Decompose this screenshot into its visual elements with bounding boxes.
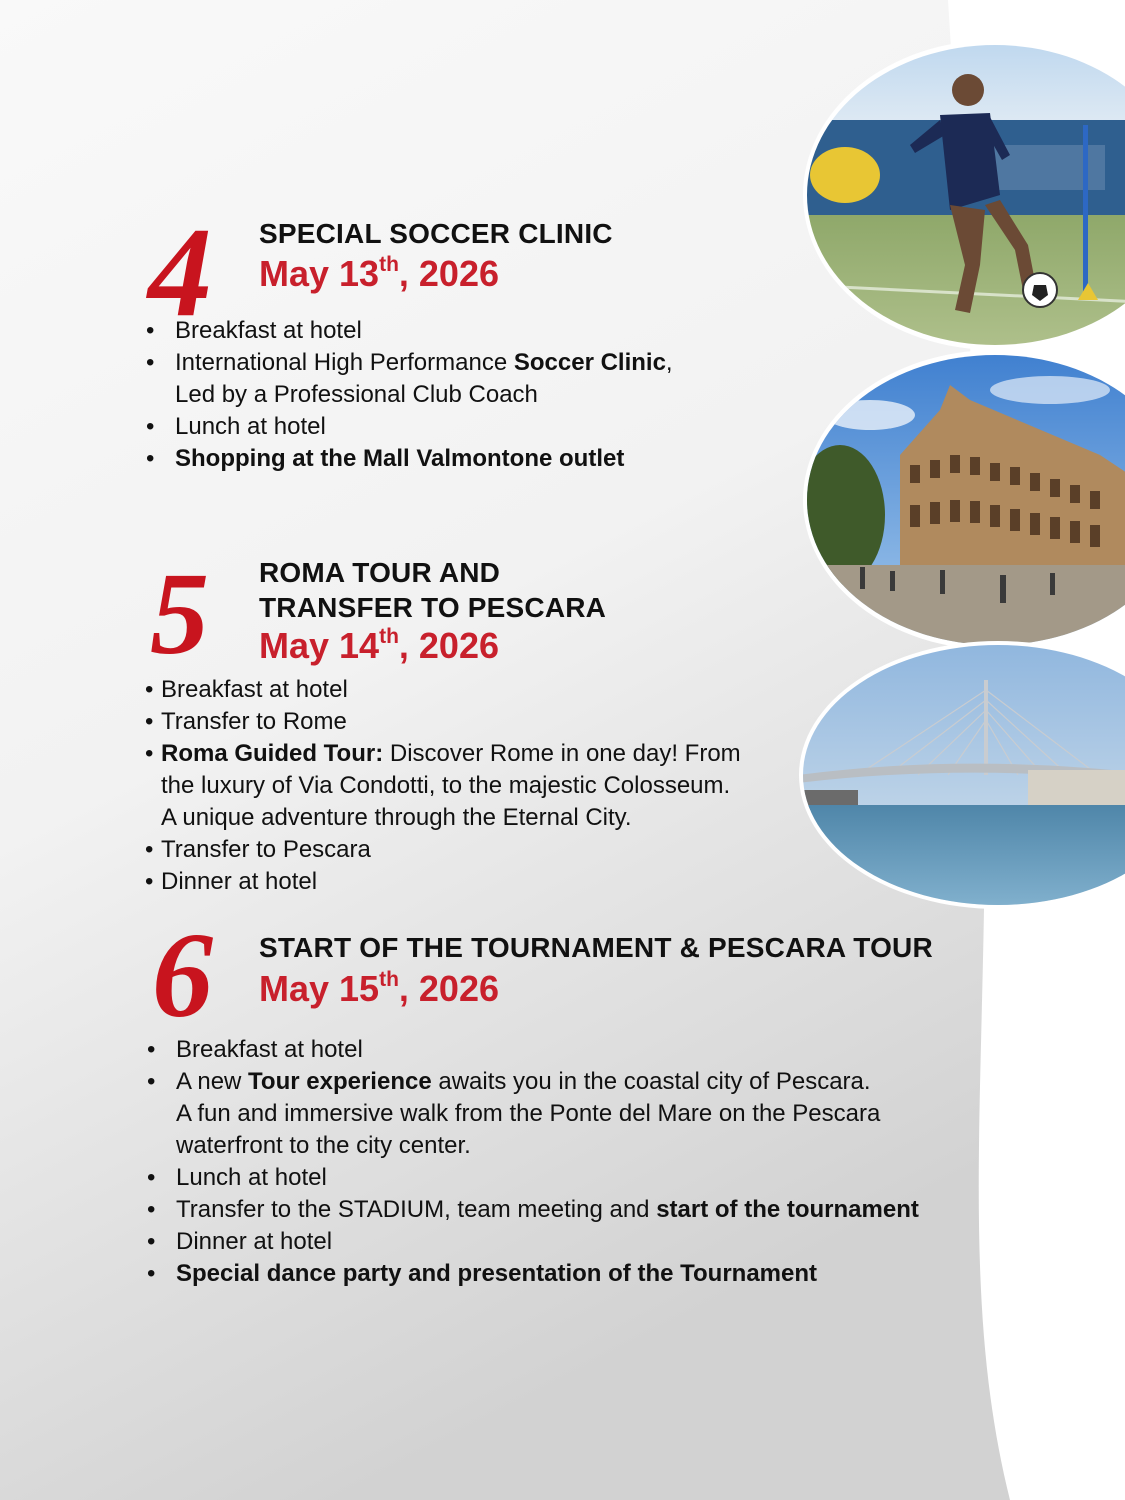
item-text: Discover Rome in one day! From bbox=[383, 740, 741, 767]
item-text: Transfer to the STADIUM, team meeting and bbox=[176, 1196, 657, 1223]
item-line bbox=[161, 802, 741, 834]
item-text: the luxury of Via Condotti, to the majestic Colosseum. bbox=[161, 772, 731, 799]
item-text: Breakfast at hotel bbox=[176, 1036, 363, 1063]
item-text: Lunch at hotel bbox=[176, 1164, 327, 1191]
date-year: , 2026 bbox=[398, 253, 499, 294]
item-line bbox=[175, 347, 673, 379]
list-item bbox=[146, 315, 673, 347]
day-date bbox=[259, 625, 499, 667]
day-date bbox=[259, 253, 499, 295]
item-line bbox=[176, 1066, 919, 1098]
day-4-items bbox=[146, 315, 673, 475]
item-text: Led by a Professional Club Coach bbox=[175, 381, 538, 408]
date-suffix: th bbox=[379, 253, 399, 276]
item-text: Transfer to Rome bbox=[161, 708, 347, 735]
day-title bbox=[259, 216, 613, 251]
list-item bbox=[147, 1194, 919, 1226]
list-item bbox=[145, 738, 741, 834]
item-text-bold: Shopping at the Mall Valmontone outlet bbox=[175, 445, 625, 472]
list-item bbox=[147, 1066, 919, 1162]
item-text: Breakfast at hotel bbox=[175, 317, 362, 344]
list-item bbox=[145, 834, 741, 866]
list-item bbox=[145, 866, 741, 898]
day-title-line: ROMA TOUR AND bbox=[259, 557, 501, 588]
item-text: A unique adventure through the Eternal City. bbox=[161, 804, 632, 831]
item-text-bold: Tour experience bbox=[248, 1068, 432, 1095]
item-text: awaits you in the coastal city of Pescara. bbox=[431, 1068, 871, 1095]
day-number: 6 bbox=[152, 908, 213, 1043]
day-6-items bbox=[147, 1034, 919, 1290]
list-item bbox=[147, 1162, 919, 1194]
list-item bbox=[147, 1258, 919, 1290]
item-text: Transfer to Pescara bbox=[161, 836, 371, 863]
day-number: 4 bbox=[148, 201, 212, 343]
pescara-bridge-photo bbox=[798, 640, 1125, 915]
date-suffix: th bbox=[379, 625, 399, 648]
item-text: , bbox=[665, 349, 673, 376]
day-date bbox=[259, 968, 499, 1010]
date-month-day: May 15 bbox=[259, 968, 380, 1009]
list-item bbox=[146, 347, 673, 411]
soccer-player-photo bbox=[800, 35, 1125, 360]
date-month-day: May 13 bbox=[259, 253, 380, 294]
item-text: A fun and immersive walk from the Ponte del Mare on the Pescara bbox=[176, 1100, 881, 1127]
day-title bbox=[259, 555, 606, 625]
item-text-bold: Roma Guided Tour: bbox=[161, 740, 384, 767]
date-year: , 2026 bbox=[398, 625, 499, 666]
list-item bbox=[146, 443, 673, 475]
item-line bbox=[161, 738, 741, 770]
item-line bbox=[175, 379, 673, 411]
item-text: A new bbox=[176, 1068, 249, 1095]
item-text-bold: Special dance party and presentation of the Tournament bbox=[176, 1260, 818, 1287]
day-title-line: TRANSFER TO PESCARA bbox=[259, 592, 607, 623]
item-text: Dinner at hotel bbox=[161, 868, 318, 895]
list-item bbox=[145, 706, 741, 738]
item-text: Dinner at hotel bbox=[176, 1228, 333, 1255]
day-title bbox=[259, 930, 933, 965]
list-item bbox=[147, 1226, 919, 1258]
item-text: Lunch at hotel bbox=[175, 413, 326, 440]
date-month-day: May 14 bbox=[259, 625, 380, 666]
date-year: , 2026 bbox=[398, 968, 499, 1009]
item-text-bold: start of the tournament bbox=[656, 1196, 919, 1223]
item-text: Breakfast at hotel bbox=[161, 676, 348, 703]
list-item bbox=[146, 411, 673, 443]
colosseum-photo bbox=[800, 345, 1125, 660]
list-item bbox=[145, 674, 741, 706]
item-line bbox=[161, 770, 741, 802]
item-text: waterfront to the city center. bbox=[176, 1132, 471, 1159]
item-text-bold: Soccer Clinic bbox=[513, 349, 666, 376]
day-title-line: SPECIAL SOCCER CLINIC bbox=[259, 218, 613, 249]
day-title-line: START OF THE TOURNAMENT & PESCARA TOUR bbox=[259, 932, 933, 963]
list-item bbox=[147, 1034, 919, 1066]
date-suffix: th bbox=[379, 968, 399, 991]
item-text: International High Performance bbox=[175, 349, 514, 376]
item-line bbox=[176, 1098, 919, 1130]
day-5-items bbox=[145, 674, 741, 898]
item-line bbox=[176, 1130, 919, 1162]
day-number: 5 bbox=[150, 548, 209, 679]
